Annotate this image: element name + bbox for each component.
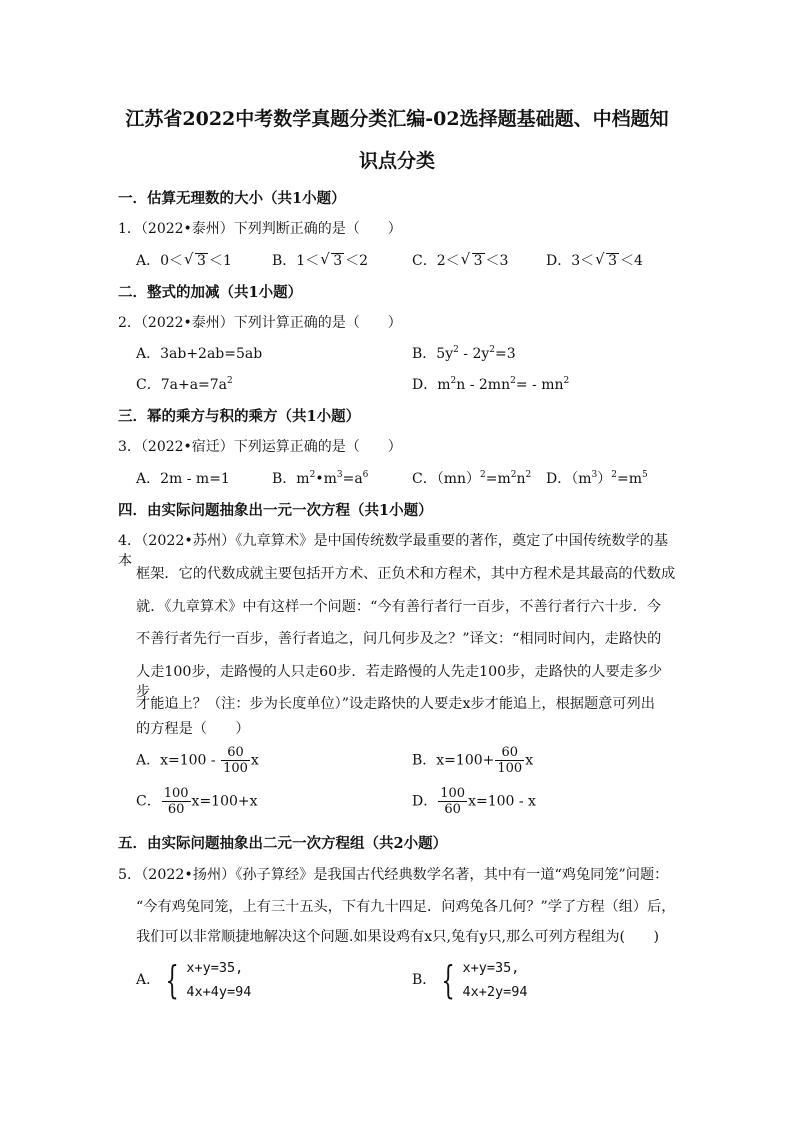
question-5-line: 我们可以非常顺捷地解决这个问题.如果设鸡有x只,兔有y只,那么可列方程组为( ): [136, 929, 659, 945]
q3-option-c: C．$(mn)^2=m^2n^2$: [412, 470, 532, 487]
question-4-line: 不善行者先行一百步，善行者追之，问几何步及之？”译文：“相同时间内，走路快的: [136, 631, 662, 647]
q3-option-d: D．$(m^3)^2=m^5$: [546, 470, 648, 487]
q1-option-b: B．1＜ √ 3 ＜2: [272, 250, 369, 269]
section-heading-1: 一．估算无理数的大小（共1小题）: [118, 190, 346, 207]
q1-option-a: A．0＜ √ 3 ＜1: [136, 250, 232, 269]
sqrt-symbol: √ 3: [184, 250, 206, 269]
question-5-line: “今有鸡兔同笼，上有三十五头，下有九十四足．问鸡兔各几何？”学了方程（组）后，: [136, 899, 676, 915]
q3-option-a: A．2m - m=1: [136, 471, 230, 487]
fraction: $\frac{100}{60}$: [163, 786, 189, 817]
question-4-line: 4．（2022•苏州）《九章算术》是中国传统数学最重要的著作，奠定了中国传统数学的基本: [118, 533, 669, 569]
question-4-line: 的方程是（ ）: [136, 721, 250, 737]
q2-option-c: C．$7a+a=7a^2$: [136, 376, 233, 393]
q4-option-c: C． $\frac{100}{60}$ x=100+x: [136, 786, 258, 817]
q5-option-b: B． { x+y=35, 4x+2y=94: [412, 958, 528, 1002]
section-heading-4: 四．由实际问题抽象出一元一次方程（共1小题）: [118, 502, 433, 519]
sqrt-symbol: √ 3: [460, 250, 483, 269]
q2-option-a: A．3ab+2ab=5ab: [136, 346, 263, 362]
equation-system: { x+y=35, 4x+4y=94: [165, 958, 252, 1002]
question-5-line: 5．（2022•扬州）《孙子算经》是我国古代经典数学名著，其中有一道“鸡兔同笼”问题：: [118, 867, 669, 883]
section-heading-5: 五．由实际问题抽象出二元一次方程组（共2小题）: [118, 835, 448, 852]
q5-option-a: A． { x+y=35, 4x+4y=94: [136, 958, 252, 1002]
q4-option-d: D． $\frac{100}{60}$ x=100 - x: [412, 786, 536, 817]
sqrt-symbol: √ 3: [595, 250, 618, 269]
q1-option-c: C．2＜ √ 3 ＜3: [412, 250, 509, 269]
sqrt-symbol: √ 3: [320, 250, 343, 269]
question-4-line: 就．《九章算术》中有这样一个问题：“今有善行者行一百步，不善行者行六十步．今: [136, 599, 662, 615]
q4-option-a: A．x=100 - $\frac{60}{100}$ x: [136, 745, 259, 776]
question-4-line: 人走100步，走路慢的人只走60步．若走路慢的人先走100步，走路快的人要走多少步: [136, 664, 663, 700]
fraction: $\frac{60}{100}$: [223, 745, 248, 776]
q2-option-b: B．$5y^2 - 2y^2=3$: [412, 345, 516, 362]
question-2-stem: 2．（2022•泰州）下列计算正确的是（ ）: [118, 315, 402, 331]
doc-title-line2: 识点分类: [358, 150, 435, 172]
question-3-stem: 3．（2022•宿迁）下列运算正确的是（ ）: [118, 439, 402, 455]
question-4-line: 框架．它的代数成就主要包括开方术、正负术和方程术，其中方程术是其最高的代数成: [136, 566, 676, 582]
q2-option-d: D．$m^2n - 2mn^2= - mn^2$: [412, 376, 570, 393]
q1-option-d: D．3＜ √ 3 ＜4: [546, 250, 643, 269]
question-4-line: 才能追上？（注：步为长度单位）”设走路快的人要走x步才能追上，根据题意可列出: [136, 696, 655, 712]
fraction: $\frac{60}{100}$: [497, 745, 523, 776]
fraction: $\frac{100}{60}$: [440, 786, 466, 817]
q4-option-b: B．x=100+ $\frac{60}{100}$ x: [412, 745, 534, 776]
section-heading-2: 二．整式的加减（共1小题）: [118, 284, 303, 301]
doc-title-line1: 江苏省2022中考数学真题分类汇编-02选择题基础题、中档题知: [125, 108, 669, 130]
question-1-stem: 1．（2022•泰州）下列判断正确的是（ ）: [118, 221, 402, 237]
section-heading-3: 三．幂的乘方与积的乘方（共1小题）: [118, 408, 361, 425]
q3-option-b: B．$m^2•m^3=a^6$: [272, 470, 369, 487]
equation-system: { x+y=35, 4x+2y=94: [441, 958, 528, 1002]
